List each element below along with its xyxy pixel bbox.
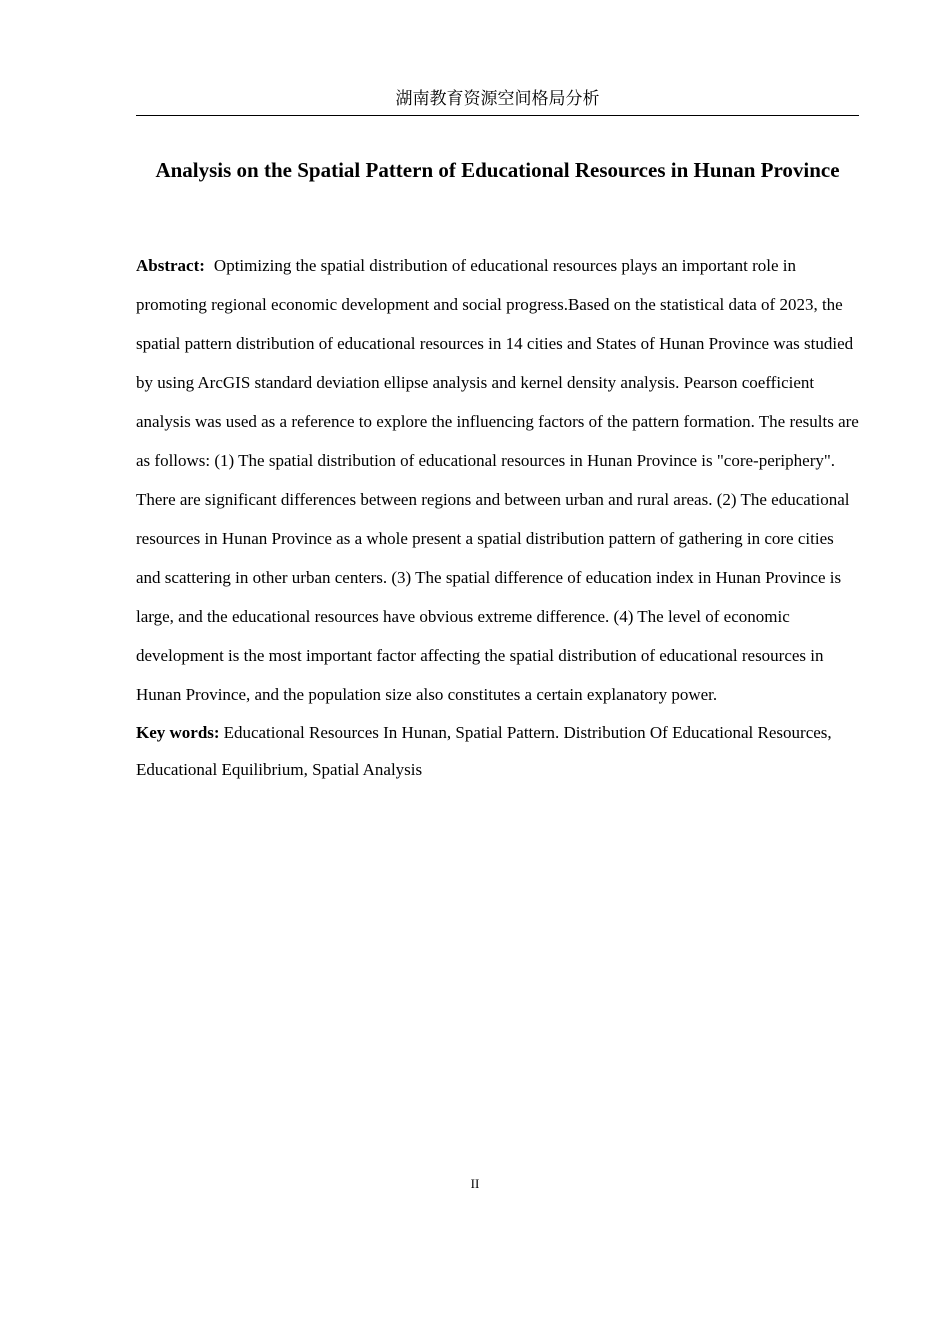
page-number: II [470,1176,480,1191]
page-title: Analysis on the Spatial Pattern of Educational Resources in Hunan Province [155,158,840,183]
abstract-paragraph [136,246,859,714]
running-head-text: 湖南教育资源空间格局分析 [395,89,600,108]
page-content [136,0,859,788]
keywords-text: Educational Resources In Hunan, Spatial Pattern. Distribution Of Educational Resources, Educational Equilibrium, Spatial Analysis [136,723,832,780]
abstract-text: Optimizing the spatial distribution of educational resources plays an important role in promoting regional economic development and social progress.Based on the statistical data of 2023, the spatial pattern distribution of educational resources in 14 cities and States of Hunan Province was studied by using ArcGIS standard deviation ellipse analysis and kernel density analysis. Pearson coefficient analysis was used as a reference to explore the influencing factors of the pattern formation. The results are as follows: (1) The spatial distribution of educational resources in Hunan Province is "core-periphery". There are significant differences between regions and between urban and rural areas. (2) The educational resources in Hunan Province as a whole present a spatial distribution pattern of gathering in core cities and scattering in other urban centers. (3) The spatial difference of education index in Hunan Province is large, and the educational resources have obvious extreme difference. (4) The level of economic development is the most important factor affecting the spatial distribution of educational resources in Hunan Province, and the population size also constitutes a certain explanatory power. [136,256,859,705]
abstract-label: Abstract: [136,256,205,276]
keywords-paragraph [136,714,859,788]
running-head [136,88,859,116]
keywords-label: Key words: [136,723,220,743]
